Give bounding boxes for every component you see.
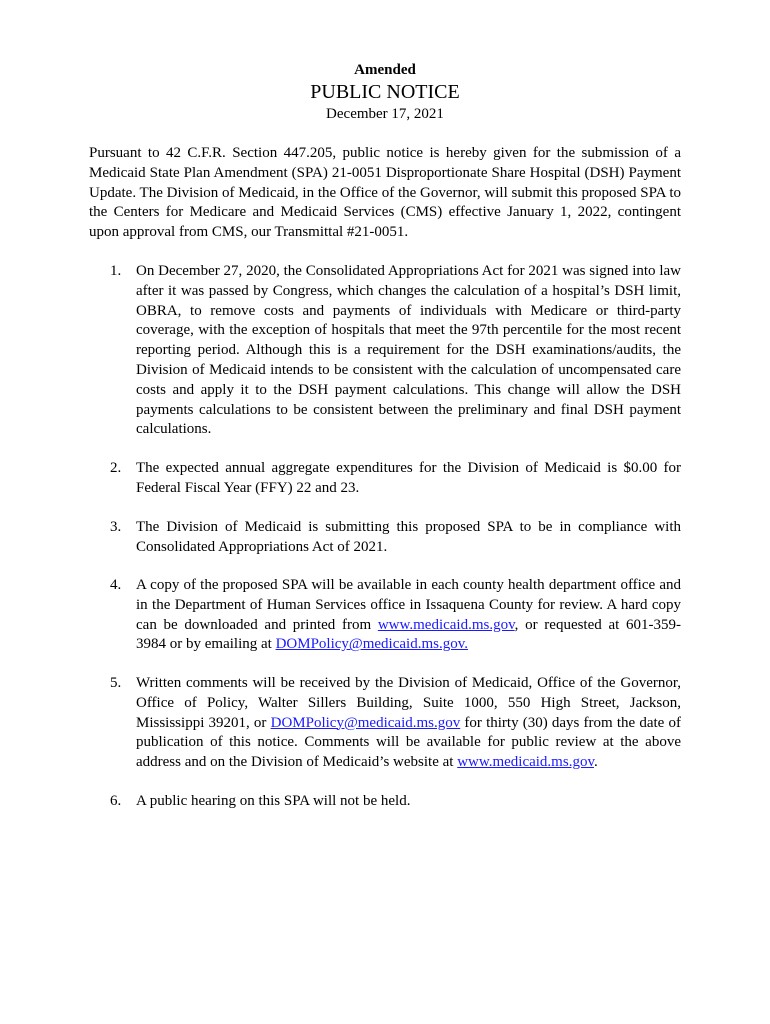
item-text bbox=[136, 674, 681, 773]
dom-policy-email-link[interactable]: DOMPolicy@medicaid.ms.gov bbox=[270, 714, 461, 731]
item-number: 1. bbox=[110, 263, 122, 279]
intro-paragraph: Pursuant to 42 C.F.R. Section 447.205, public notice is hereby given for the submission of a Medicaid State Plan Amendment (SPA) 21-0051 Disproportionate Share Hospital (DSH) Payment Update. The Division of Medicaid, in the Office of the Governor, will submit this proposed SPA to the Centers for Medicare and Medicaid Services (CMS) effective January 1, 2022, contingent upon approval from CMS, our Transmittal #21-0051. bbox=[89, 145, 681, 241]
amended-label: Amended bbox=[354, 62, 416, 78]
item-number: 5. bbox=[110, 675, 122, 691]
notice-date: December 17, 2021 bbox=[326, 106, 444, 122]
item-number: 4. bbox=[110, 577, 122, 593]
medicaid-website-link[interactable]: www.medicaid.ms.gov bbox=[457, 754, 594, 771]
list-item-3 bbox=[110, 518, 681, 558]
item-text: A public hearing on this SPA will not be held. bbox=[136, 793, 411, 809]
item-text-part: Written comments will be received by the Division of Medicaid, Office of the Governor, Office of Policy, Walter Sillers Building, Suite 1000, 550 High Street, Jackson, Mississippi 39201, or bbox=[136, 675, 681, 731]
page-title: PUBLIC NOTICE bbox=[310, 81, 460, 103]
item-number: 2. bbox=[110, 460, 122, 476]
item-number: 6. bbox=[110, 793, 122, 809]
list-item-6 bbox=[110, 792, 681, 812]
item-text-part: , or requested at 601-359-3984 or by emailing at bbox=[136, 616, 681, 653]
item-text-part: . bbox=[593, 754, 598, 771]
list-item-4 bbox=[110, 576, 681, 655]
list-item-5 bbox=[110, 674, 681, 773]
item-text bbox=[136, 576, 681, 655]
item-text-part: A copy of the proposed SPA will be available in each county health department office and in the Department of Human Services office in Issaquena County for review. A hard copy can be downloaded and printed from bbox=[136, 577, 681, 633]
item-text: On December 27, 2020, the Consolidated Appropriations Act for 2021 was signed into law after it was passed by Congress, which changes the calculation of a hospital’s DSH limit, OBRA, to remove costs and payments of individuals with Medicare or third-party coverage, with the exception of hospitals that meet the 97th percentile for the most recent reporting period. Although this is a requirement for the DSH examinations/audits, the Division of Medicaid intends to be consistent with the calculation of uncompensated care costs and apply it to the DSH payment calculations. This change will allow the DSH payments calculations to be consistent between the preliminary and final DSH payment calculations. bbox=[136, 263, 681, 438]
list-item-2 bbox=[110, 459, 681, 499]
dom-policy-email-link[interactable]: DOMPolicy@medicaid.ms.gov. bbox=[275, 636, 468, 653]
item-text: The Division of Medicaid is submitting this proposed SPA to be in compliance with Consolidated Appropriations Act of 2021. bbox=[136, 519, 681, 555]
list-item-1 bbox=[110, 262, 681, 440]
item-text: The expected annual aggregate expenditures for the Division of Medicaid is $0.00 for Federal Fiscal Year (FFY) 22 and 23. bbox=[136, 460, 681, 496]
medicaid-website-link[interactable]: www.medicaid.ms.gov bbox=[377, 616, 515, 633]
item-text-part: for thirty (30) days from the date of publication of this notice. Comments will be available for public review at the above address and on the Division of Medicaid’s website at bbox=[136, 714, 682, 771]
item-number: 3. bbox=[110, 519, 122, 535]
